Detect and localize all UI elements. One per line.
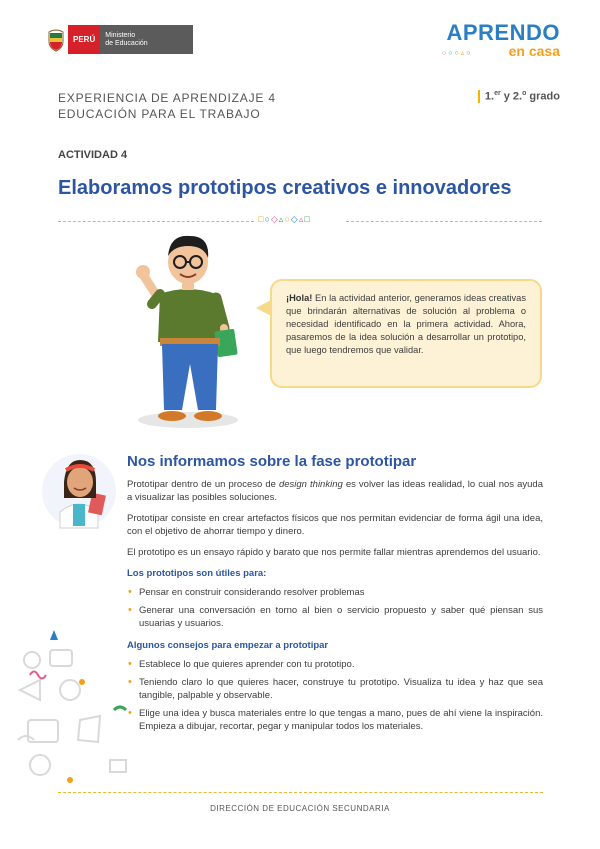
list-item: • Teniendo claro lo que quieres hacer, construye tu prototipo. Visualiza tu idea y haz que sea tangible, palpable y observable. — [127, 676, 543, 702]
list-item: • Establece lo que quieres aprender con tu prototipo. — [127, 658, 543, 671]
logo-bottom-text: en casa — [508, 43, 560, 59]
girl-character-avatar — [40, 452, 118, 530]
footer-text: DIRECCIÓN DE EDUCACIÓN SECUNDARIA — [210, 804, 390, 813]
logo-top-text: APRENDO — [446, 20, 560, 45]
speech-bubble-tail — [256, 300, 271, 316]
list-item: • Pensar en construir considerando resolver problemas — [127, 586, 543, 599]
government-logo — [44, 25, 193, 54]
tips-list — [127, 658, 543, 733]
divider-right — [346, 221, 542, 222]
decorative-shapes-icon: □○◇▵○◇▵□ — [258, 214, 311, 224]
list-item: • Generar una conversación en torno al bien o servicio propuesto y saber qué piensan sus usuarias y usuarios. — [127, 604, 543, 630]
gov-ministry-label: Ministerio de Educación — [100, 25, 193, 54]
footer-divider — [58, 792, 543, 793]
gov-country-label: PERÚ — [68, 25, 100, 54]
useful-list — [127, 586, 543, 630]
divider-left — [58, 221, 254, 222]
speech-bubble: ¡Hola! En la actividad anterior, generamos ideas creativas que brindarán alternativas de solución al problema o necesidad identificado en la primera actividad. Ahora, pasaremos de la idea solución a desarrollar un prototipo, que luego tendremos que validar. — [270, 279, 542, 388]
paragraph-2: Prototipar consiste en crear artefactos físicos que nos permitan evidenciar de forma ágil una idea, con el objetivo de ahorrar tiempo y dinero. — [127, 513, 543, 537]
paragraph-3: El prototipo es un ensayo rápido y barato que nos permite fallar mientras aprendemos del usuario. — [127, 547, 541, 558]
useful-heading: Los prototipos son útiles para: — [127, 568, 267, 579]
paragraph-1: Prototipar dentro de un proceso de design thinking es volver las ideas realidad, lo cual nos ayuda a visualizar las posibles soluciones. — [127, 479, 543, 503]
section-heading: Nos informamos sobre la fase prototipar — [127, 453, 417, 470]
activity-label: ACTIVIDAD 4 — [58, 149, 128, 161]
coat-of-arms-icon — [44, 25, 68, 54]
list-item: • Elige una idea y busca materiales entre lo que tengas a mano, pues de ahí viene la inspiración. Empieza a dibujar, recortar, pegar y manipular todos los materiales. — [127, 707, 543, 733]
grade-label: 1.$^{er}$ y 2.$^o$ grado — [478, 90, 560, 103]
boy-character-illustration — [118, 232, 250, 432]
page-title: Elaboramos prototipos creativos e innovadores — [58, 177, 512, 199]
tips-heading: Algunos consejos para empezar a prototipar — [127, 640, 329, 651]
section-body — [127, 478, 543, 742]
logo-shapes-icon: ○○○▵○ — [442, 50, 473, 57]
aprendo-en-casa-logo — [440, 22, 560, 58]
experience-heading: EXPERIENCIA DE APRENDIZAJE 4 EDUCACIÓN PARA EL TRABAJO — [58, 91, 276, 121]
decorative-doodles-illustration — [10, 620, 130, 790]
